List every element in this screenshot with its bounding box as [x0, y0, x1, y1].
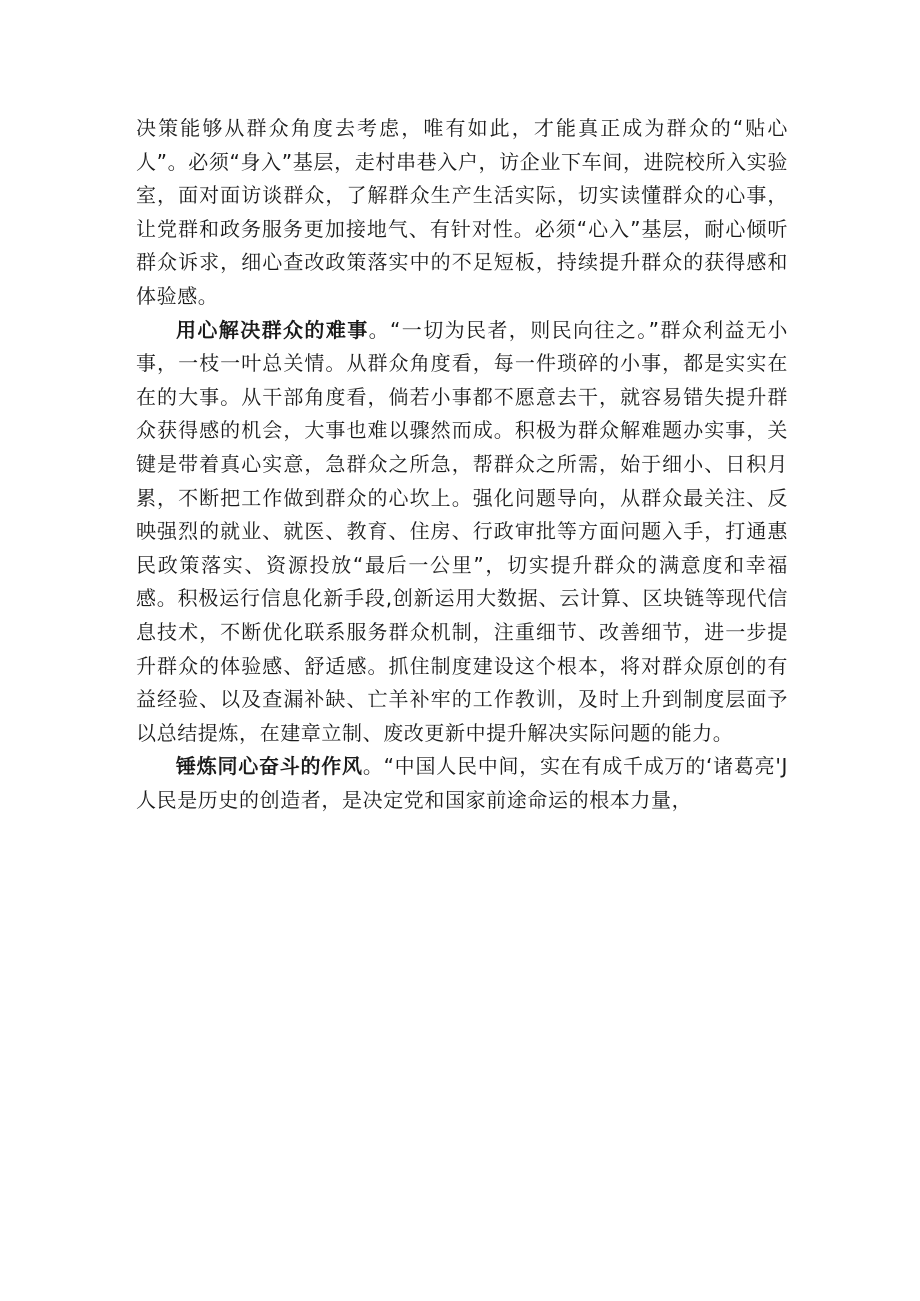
paragraph-3	[136, 750, 788, 817]
paragraph-2	[136, 314, 788, 751]
paragraph-2-text: 。“一切为民者，则民向往之。”群众利益无小事，一枝一叶总关情。从群众角度看，每一件琐碎的小事，都是实实在在的大事。从干部角度看，倘若小事都不愿意去干，就容易错失提升群众获得感的机会，大事也难以骤然而成。积极为群众解难题办实事，关键是带着真心实意，急群众之所急，帮群众之所需，始于细小、日积月累，不断把工作做到群众的心坎上。强化问题导向，从群众最关注、反映强烈的就业、就医、教育、住房、行政审批等方面问题入手，打通惠民政策落实、资源投放“最后一公里”，切实提升群众的满意度和幸福感。积极运行信息化新手段,创新运用大数据、云计算、区块链等现代信息技术，不断优化联系服务群众机制，注重细节、改善细节，进一步提升群众的体验感、舒适感。抓住制度建设这个根本，将对群众原创的有益经验、以及查漏补缺、亡羊补牢的工作教训，及时上升到制度层面予以总结提炼，在建章立制、废改更新中提升解决实际问题的能力。	[136, 317, 788, 745]
paragraph-1	[136, 112, 788, 314]
paragraph-1-text: 决策能够从群众角度去考虑，唯有如此，才能真正成为群众的“贴心人”。必须“身入”基层，走村串巷入户，访企业下车间，进院校所入实验室，面对面访谈群众，了解群众生产生活实际，切实读懂群众的心事，让党群和政务服务更加接地气、有针对性。必须“心入”基层，耐心倾听群众诉求，细心查改政策落实中的不足短板，持续提升群众的获得感和体验感。	[136, 116, 788, 308]
document-body	[136, 112, 788, 817]
paragraph-3-heading: 锤炼同心奋斗的作风	[176, 754, 363, 779]
paragraph-3-text: 。“中国人民中间，实在有成千成万的‘诸葛亮'J人民是历史的创造者，是决定党和国家前途命运的根本力量，	[136, 754, 788, 812]
paragraph-2-heading: 用心解决群众的难事	[176, 317, 369, 342]
